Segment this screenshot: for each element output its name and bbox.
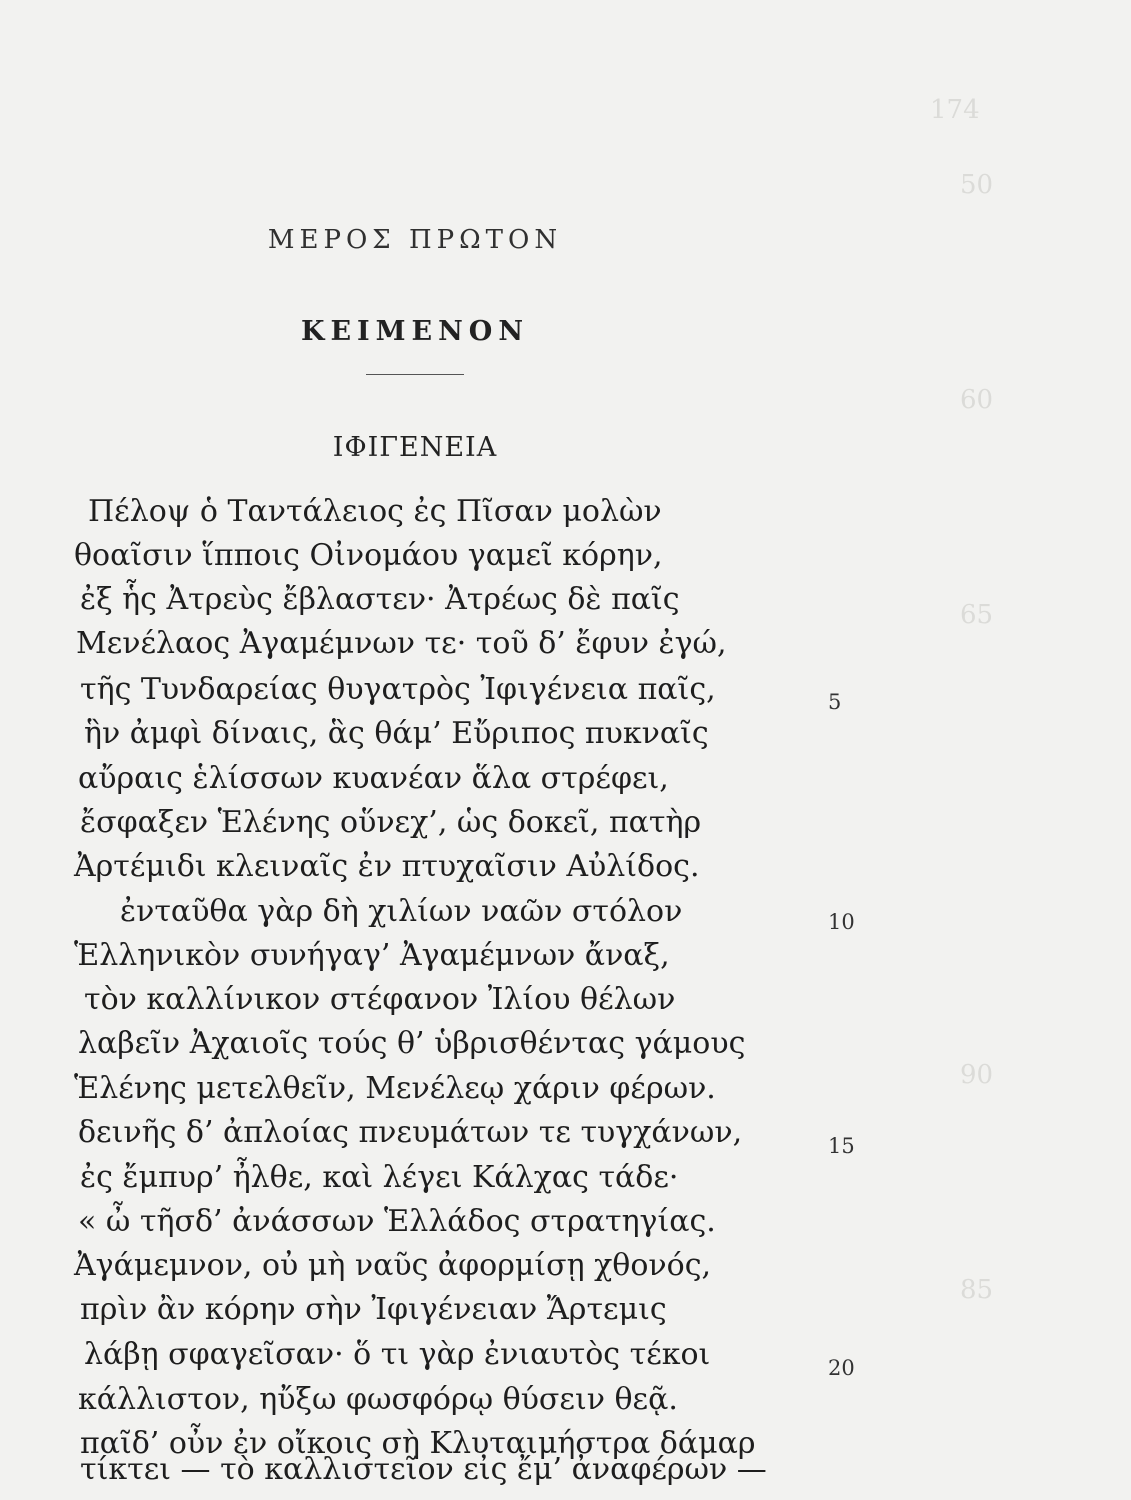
book-page: 174 50 60 65 90 85 ΜΕΡΟΣ ΠΡΩΤΟΝ ΚΕΙΜΕΝΟΝ ΙΦΙΓΕΝΕΙΑ Πέλοψ ὁ Ταντάλειος ἐς Πῖσαν μολὼν θοαῖσιν ἵπποις Οἰνομάου γαμεῖ κόρην, ἐξ ἧς Ἀτρεὺς ἔβλαστεν· Ἀτρέως δὲ παῖς Μενέλαος Ἀγαμέμνων τε· τοῦ δ’ ἔφυν ἐγώ, τῆς Τυνδαρείας θυγατρὸς Ἰφιγένεια παῖς, ἣν ἀμφὶ δίναις, ἃς θάμ’ Εὔριπος πυκναῖς αὔραις ἑλίσσων κυανέαν ἅλα στρέφει, ἔσφαξεν Ἑλένης οὕνεχ’, ὡς δοκεῖ, πατὴρ Ἀρτέμιδι κλειναῖς ἐν πτυχαῖσιν Αὐλίδος. ἐνταῦθα γὰρ δὴ χιλίων ναῶν στόλον Ἑλληνικὸν συνήγαγ’ Ἀγαμέμνων ἄναξ, τὸν καλλίνικον στέφανον Ἰλίου θέλων λαβεῖν Ἀχαιοῖς τούς θ’ ὑβρισθέντας γάμους Ἑλένης μετελθεῖν, Μενέλεῳ χάριν φέρων. δεινῆς δ’ ἀπλοίας πνευμάτων τε τυγχάνων, ἐς ἔμπυρ’ ἦλθε, καὶ λέγει Κάλχας τάδε· « ὦ τῆσδ’ ἀνάσσων Ἑλλάδος στρατηγίας. Ἀγάμεμνον, οὐ μὴ ναῦς ἀφορμίσῃ χθονός, πρὶν ἂν κόρην σὴν Ἰφιγένειαν Ἄρτεμις λάβῃ σφαγεῖσαν· ὅ τι γὰρ ἐνιαυτὸς τέκοι κάλλιστον, ηὔξω φωσφόρῳ θύσειν θεᾷ. παῖδ’ οὖν ἐν οἴκοις σὴ Κλυταιμήστρα δάμαρ τίκτει — τὸ καλλιστεῖον εἰς ἔμ’ ἀναφέρων — 5 10 15 20 bbox=[0, 0, 1131, 1500]
line-number: 15 bbox=[828, 1134, 855, 1158]
verse-line: Ἑλένης μετελθεῖν, Μενέλεῳ χάριν φέρων. bbox=[74, 1071, 716, 1106]
line-number: 10 bbox=[828, 910, 855, 934]
verse-line: Ἀρτέμιδι κλειναῖς ἐν πτυχαῖσιν Αὐλίδος. bbox=[74, 849, 700, 884]
verse-line: τῆς Τυνδαρείας θυγατρὸς Ἰφιγένεια παῖς, bbox=[80, 672, 716, 707]
verse-line: ἐνταῦθα γὰρ δὴ χιλίων ναῶν στόλον bbox=[120, 894, 683, 929]
verse-line: τίκτει — τὸ καλλιστεῖον εἰς ἔμ’ ἀναφέρων — bbox=[80, 1452, 767, 1487]
verse-line: θοαῖσιν ἵπποις Οἰνομάου γαμεῖ κόρην, bbox=[74, 538, 663, 573]
verse-line: αὔραις ἑλίσσων κυανέαν ἅλα στρέφει, bbox=[78, 761, 669, 796]
verse-line: Μενέλαος Ἀγαμέμνων τε· τοῦ δ’ ἔφυν ἐγώ, bbox=[76, 626, 727, 661]
verse-line: Ἀγάμεμνον, οὐ μὴ ναῦς ἀφορμίσῃ χθονός, bbox=[74, 1248, 712, 1283]
verse-line: ἣν ἀμφὶ δίναις, ἃς θάμ’ Εὔριπος πυκναῖς bbox=[84, 716, 709, 751]
verse-line: ἔσφαξεν Ἑλένης οὕνεχ’, ὡς δοκεῖ, πατὴρ bbox=[80, 805, 702, 840]
verse-line: Ἑλληνικὸν συνήγαγ’ Ἀγαμέμνων ἄναξ, bbox=[74, 938, 670, 973]
heading-rule bbox=[366, 374, 464, 375]
verse-line: λαβεῖν Ἀχαιοῖς τούς θ’ ὑβρισθέντας γάμους bbox=[78, 1026, 746, 1061]
verse-line: « ὦ τῆσδ’ ἀνάσσων Ἑλλάδος στρατηγίας. bbox=[78, 1204, 716, 1239]
part-heading: ΜΕΡΟΣ ΠΡΩΤΟΝ bbox=[267, 225, 563, 255]
verse-line: πρὶν ἂν κόρην σὴν Ἰφιγένειαν Ἄρτεμις bbox=[80, 1292, 667, 1327]
verse-line: Πέλοψ ὁ Ταντάλειος ἐς Πῖσαν μολὼν bbox=[88, 494, 662, 529]
verse-line: δεινῆς δ’ ἀπλοίας πνευμάτων τε τυγχάνων, bbox=[78, 1115, 743, 1150]
line-number: 5 bbox=[828, 690, 842, 714]
verse-line: τὸν καλλίνικον στέφανον Ἰλίου θέλων bbox=[84, 982, 676, 1017]
text-heading: ΚΕΙΜΕΝΟΝ bbox=[300, 316, 530, 347]
verse-line: κάλλιστον, ηὔξω φωσφόρῳ θύσειν θεᾷ. bbox=[78, 1382, 678, 1417]
play-title: ΙΦΙΓΕΝΕΙΑ bbox=[332, 432, 498, 463]
verse-line: παῖδ’ οὖν ἐν οἴκοις σὴ Κλυταιμήστρα δάμαρ bbox=[80, 1426, 756, 1461]
line-number: 20 bbox=[828, 1356, 855, 1380]
verse-line: ἐξ ἧς Ἀτρεὺς ἔβλαστεν· Ἀτρέως δὲ παῖς bbox=[80, 582, 680, 617]
verse-line: ἐς ἔμπυρ’ ἦλθε, καὶ λέγει Κάλχας τάδε· bbox=[80, 1160, 679, 1195]
verse-line: λάβῃ σφαγεῖσαν· ὅ τι γὰρ ἐνιαυτὸς τέκοι bbox=[84, 1337, 711, 1372]
